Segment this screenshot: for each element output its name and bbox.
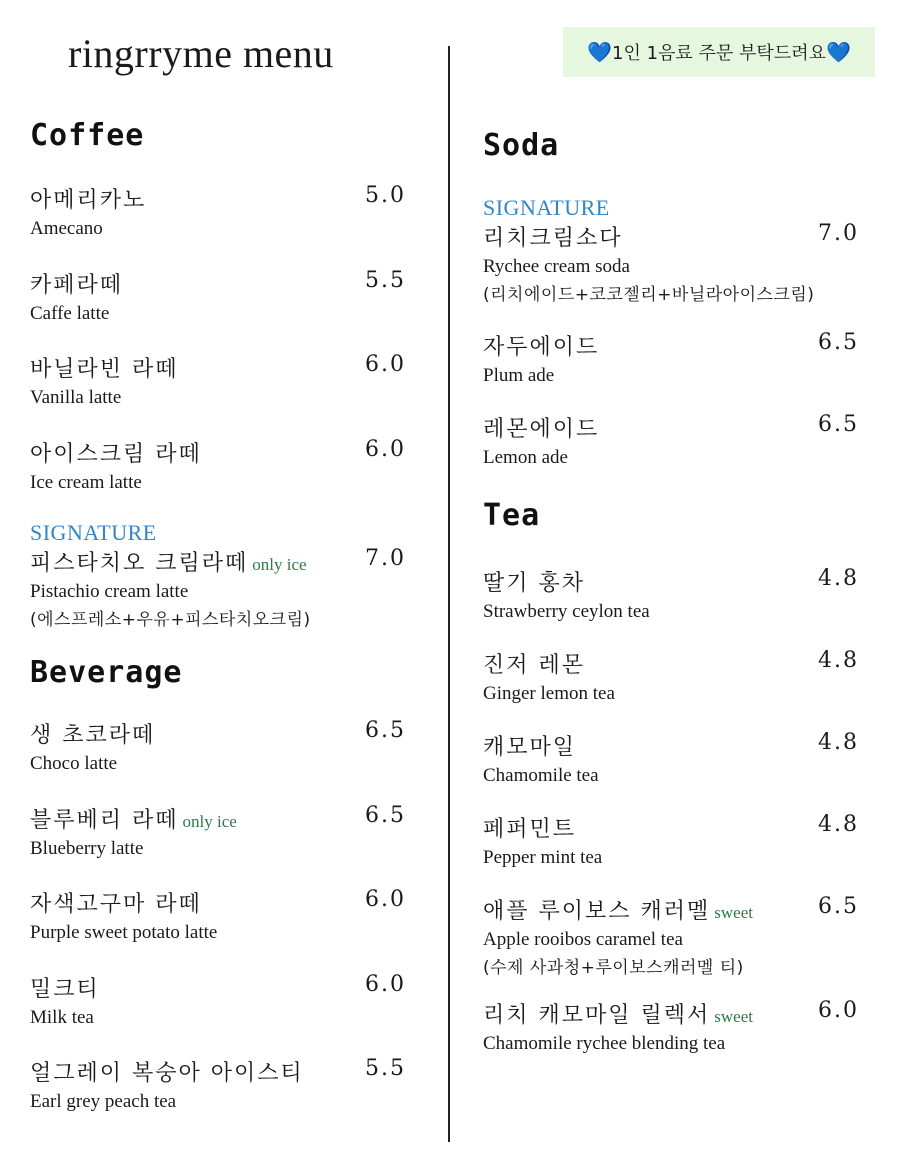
item-name-en: Chamomile rychee blending tea bbox=[483, 1033, 726, 1054]
item-description: (수제 사과청+루이보스캐러멜 티) bbox=[483, 958, 744, 978]
item-price: 6.5 bbox=[365, 803, 406, 828]
menu-item bbox=[30, 352, 406, 409]
item-name-kr: 리치크림소다 bbox=[483, 226, 623, 251]
blue-heart-icon: 💙 bbox=[825, 40, 851, 64]
item-name-kr: 딸기 홍차 bbox=[483, 571, 586, 596]
item-price: 6.0 bbox=[365, 887, 406, 912]
menu-title: ringrryme menu bbox=[68, 31, 334, 76]
item-price: 7.0 bbox=[818, 221, 859, 246]
item-name-en: Ice cream latte bbox=[30, 472, 142, 493]
item-tag: only ice bbox=[182, 812, 237, 831]
item-name-en: Pistachio cream latte bbox=[30, 581, 189, 602]
item-price: 4.8 bbox=[818, 730, 859, 755]
menu-item bbox=[30, 803, 406, 860]
item-price: 5.5 bbox=[365, 1056, 406, 1081]
item-name-kr: 카페라떼 bbox=[30, 273, 124, 298]
menu-item bbox=[483, 894, 859, 978]
item-price: 6.0 bbox=[365, 437, 406, 462]
menu-item bbox=[30, 972, 406, 1029]
menu-item bbox=[30, 437, 406, 494]
item-name-en: Rychee cream soda bbox=[483, 256, 630, 277]
item-name-kr: 자두에이드 bbox=[483, 335, 600, 360]
item-name-kr: 블루베리 라떼 bbox=[30, 808, 179, 833]
item-price: 7.0 bbox=[365, 546, 406, 571]
order-notice bbox=[563, 27, 875, 77]
item-name-en: Blueberry latte bbox=[30, 838, 144, 859]
menu-item bbox=[30, 268, 406, 325]
item-name-kr: 피스타치오 크림라떼 bbox=[30, 551, 249, 576]
item-name-en: Lemon ade bbox=[483, 447, 568, 468]
item-price: 6.0 bbox=[365, 352, 406, 377]
menu-item-signature bbox=[30, 520, 406, 630]
menu-item bbox=[483, 998, 859, 1055]
item-name-en: Earl grey peach tea bbox=[30, 1091, 177, 1112]
item-description: (리치에이드+코코젤리+바닐라아이스크림) bbox=[483, 285, 815, 305]
menu-item bbox=[483, 412, 859, 469]
item-price: 6.5 bbox=[818, 330, 859, 355]
item-name-kr: 애플 루이보스 캐러멜 bbox=[483, 899, 711, 924]
item-name-kr: 캐모마일 bbox=[483, 735, 577, 760]
column-divider bbox=[448, 46, 450, 1142]
item-tag: only ice bbox=[252, 555, 307, 574]
menu-item-signature bbox=[483, 195, 859, 305]
menu-item bbox=[30, 718, 406, 775]
item-name-kr: 얼그레이 복숭아 아이스티 bbox=[30, 1061, 304, 1086]
section-title-tea: Tea bbox=[483, 498, 541, 533]
item-price: 4.8 bbox=[818, 812, 859, 837]
item-name-en: Amecano bbox=[30, 218, 103, 239]
signature-label: SIGNATURE bbox=[30, 520, 157, 545]
item-name-kr: 생 초코라떼 bbox=[30, 723, 156, 748]
item-price: 5.5 bbox=[365, 268, 406, 293]
item-price: 6.0 bbox=[818, 998, 859, 1023]
item-price: 5.0 bbox=[365, 183, 406, 208]
item-name-kr: 진저 레몬 bbox=[483, 653, 586, 678]
item-name-kr: 밀크티 bbox=[30, 977, 100, 1002]
item-tag: sweet bbox=[714, 903, 753, 922]
item-name-kr: 아이스크림 라떼 bbox=[30, 442, 202, 467]
item-name-en: Chamomile tea bbox=[483, 765, 599, 786]
item-name-kr: 레몬에이드 bbox=[483, 417, 600, 442]
item-name-en: Vanilla latte bbox=[30, 387, 122, 408]
item-name-en: Choco latte bbox=[30, 753, 118, 774]
item-name-kr: 리치 캐모마일 릴렉서 bbox=[483, 1003, 711, 1028]
section-title-beverage: Beverage bbox=[30, 655, 183, 690]
menu-item bbox=[30, 183, 406, 240]
item-name-kr: 페퍼민트 bbox=[483, 817, 577, 842]
item-price: 6.5 bbox=[818, 894, 859, 919]
item-name-en: Purple sweet potato latte bbox=[30, 922, 218, 943]
item-price: 6.5 bbox=[365, 718, 406, 743]
menu-item bbox=[30, 887, 406, 944]
item-name-en: Milk tea bbox=[30, 1007, 94, 1028]
section-title-coffee: Coffee bbox=[30, 118, 145, 153]
item-price: 4.8 bbox=[818, 648, 859, 673]
menu-item bbox=[483, 812, 859, 869]
item-name-kr: 자색고구마 라떼 bbox=[30, 892, 202, 917]
item-name-en: Pepper mint tea bbox=[483, 847, 603, 868]
item-price: 6.5 bbox=[818, 412, 859, 437]
blue-heart-icon: 💙 bbox=[587, 40, 613, 64]
menu-item bbox=[30, 1056, 406, 1113]
item-name-en: Plum ade bbox=[483, 365, 555, 386]
menu-item bbox=[483, 648, 859, 705]
item-description: (에스프레소+우유+피스타치오크림) bbox=[30, 610, 311, 630]
item-name-kr: 바닐라빈 라떼 bbox=[30, 357, 179, 382]
item-name-en: Apple rooibos caramel tea bbox=[483, 929, 683, 950]
item-tag: sweet bbox=[714, 1007, 753, 1026]
item-name-en: Ginger lemon tea bbox=[483, 683, 615, 704]
order-notice-text: 1인 1음료 주문 부탁드려요 bbox=[612, 43, 826, 64]
section-title-soda: Soda bbox=[483, 128, 560, 163]
menu-item bbox=[483, 330, 859, 387]
item-name-kr: 아메리카노 bbox=[30, 188, 147, 213]
item-name-en: Strawberry ceylon tea bbox=[483, 601, 650, 622]
menu-item bbox=[483, 730, 859, 787]
item-price: 6.0 bbox=[365, 972, 406, 997]
item-price: 4.8 bbox=[818, 566, 859, 591]
menu-item bbox=[483, 566, 859, 623]
signature-label: SIGNATURE bbox=[483, 195, 610, 220]
item-name-en: Caffe latte bbox=[30, 303, 110, 324]
